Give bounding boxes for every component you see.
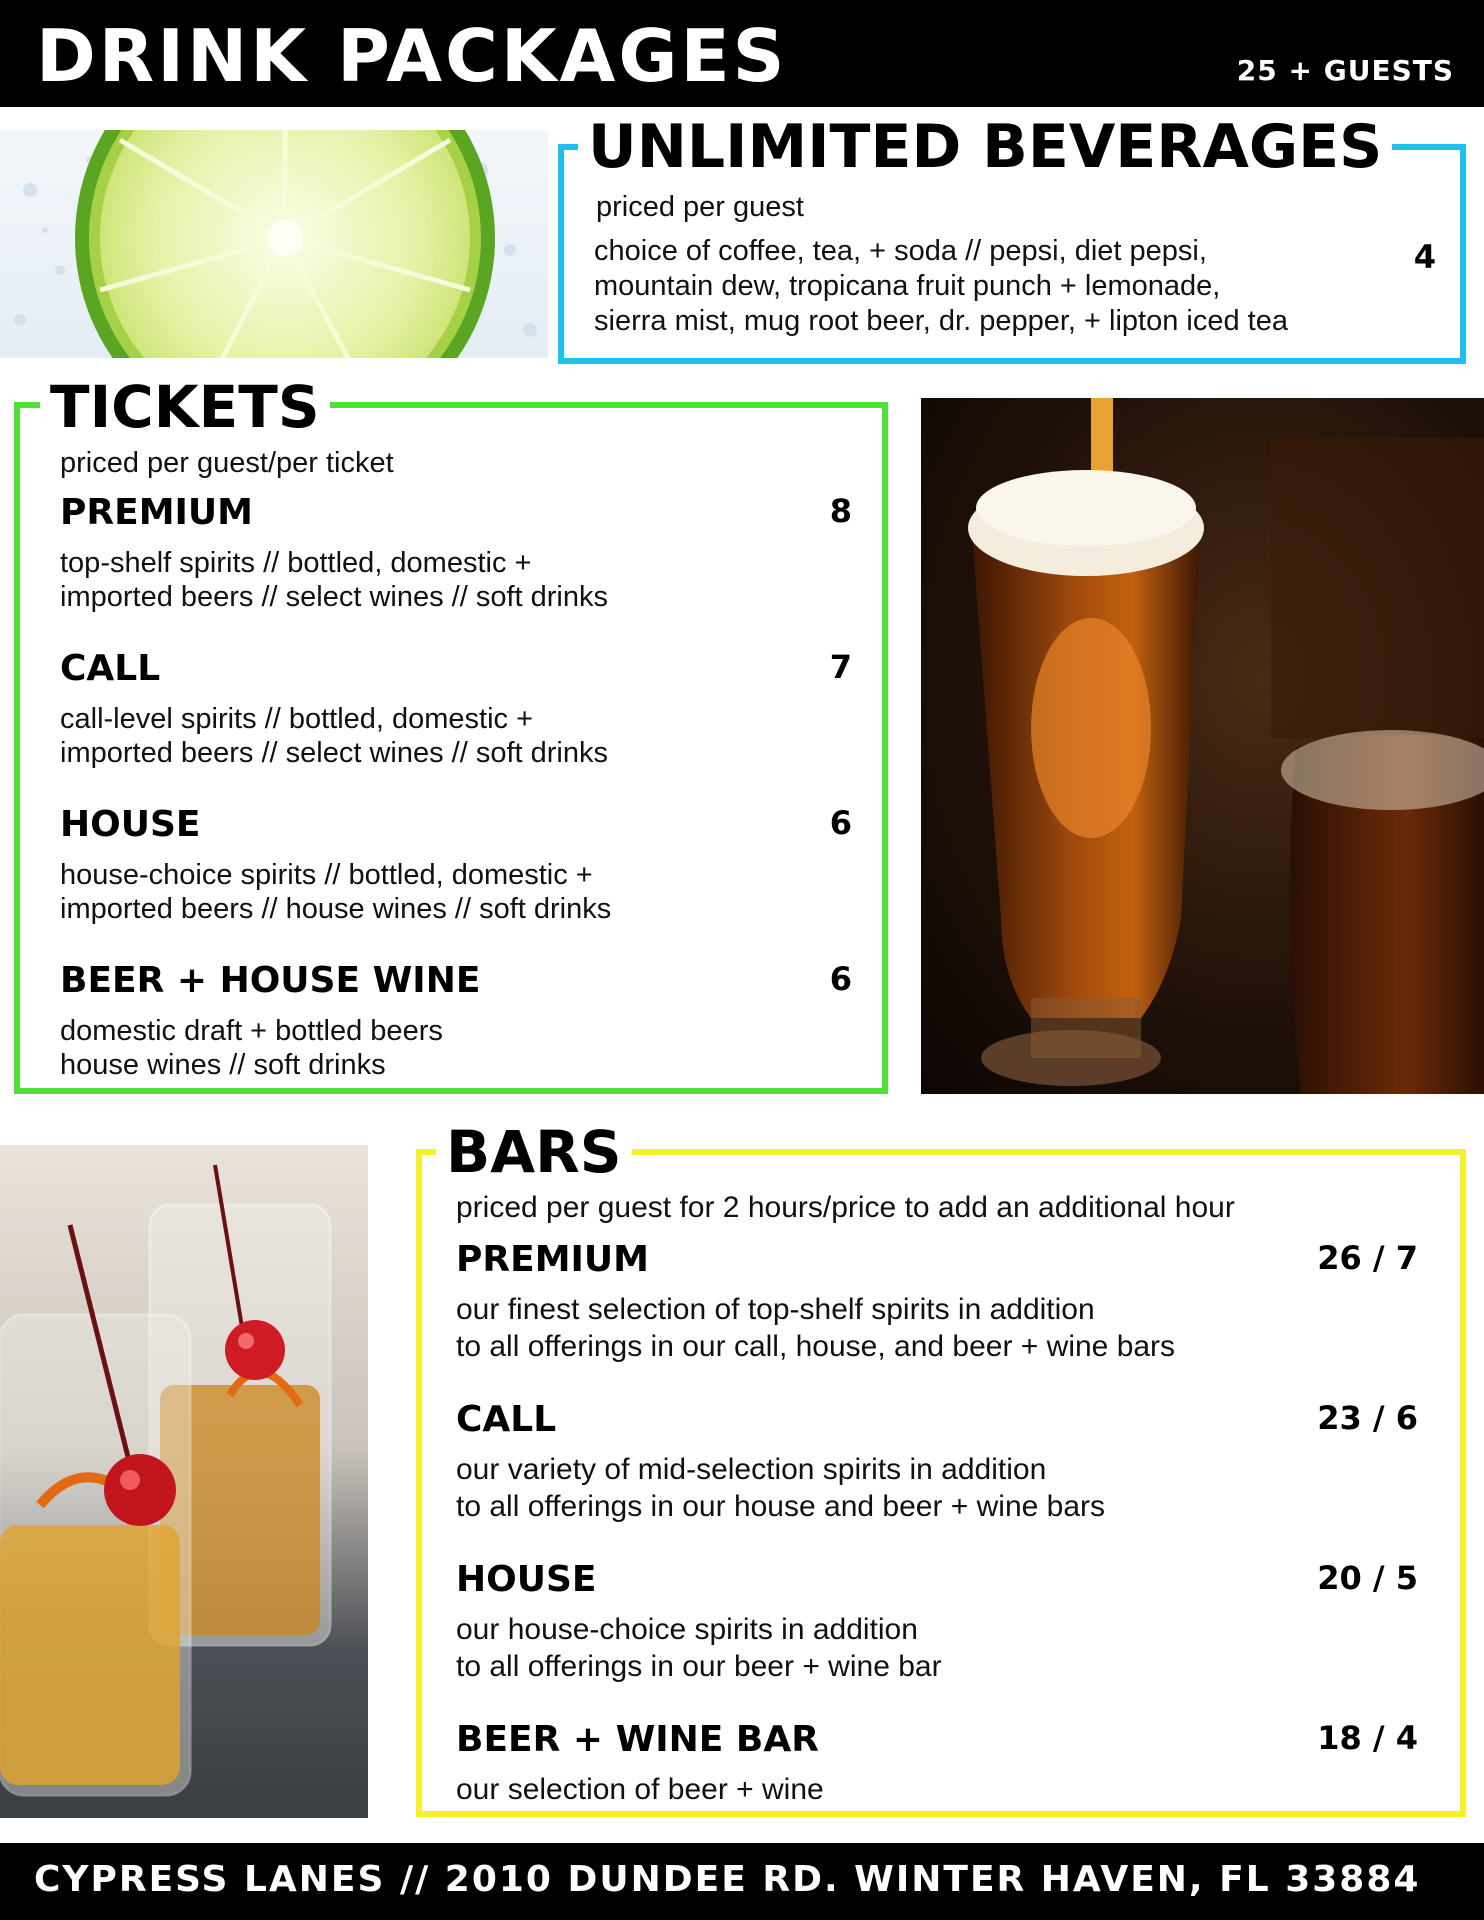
bars-title: BARS: [436, 1119, 632, 1185]
bar-house-line-1: our house-choice spirits in addition: [456, 1613, 918, 1646]
bars-subtitle: priced per guest for 2 hours/price to add an additional hour: [456, 1191, 1235, 1224]
ticket-house-price: 6: [829, 804, 852, 842]
beer-glass-image: [921, 398, 1484, 1094]
ticket-premium-name: PREMIUM: [60, 492, 253, 533]
bar-call-line-2: to all offerings in our house and beer + wine bars: [456, 1490, 1106, 1523]
unlimited-line-2: mountain dew, tropicana fruit punch + lemonade,: [594, 270, 1221, 302]
page-title: DRINK PACKAGES: [36, 14, 788, 98]
bar-premium-name: PREMIUM: [456, 1239, 649, 1280]
bars-box: [416, 1118, 1466, 1817]
bar-call-line-1: our variety of mid-selection spirits in addition: [456, 1453, 1047, 1486]
guest-count-label: 25 + GUESTS: [1236, 54, 1454, 87]
unlimited-price: 4: [1413, 238, 1436, 276]
bar-beer-wine-price: 18 / 4: [1317, 1719, 1418, 1757]
ticket-call-line-2: imported beers // select wines // soft drinks: [60, 737, 608, 769]
tickets-box: [14, 373, 888, 1094]
header-bar: [0, 0, 1484, 107]
bar-house-price: 20 / 5: [1317, 1559, 1418, 1597]
ticket-call-line-1: call-level spirits // bottled, domestic +: [60, 703, 534, 735]
cocktail-glasses-image: [0, 1145, 368, 1818]
bar-premium-line-1: our finest selection of top-shelf spirits in addition: [456, 1293, 1095, 1326]
bar-premium-price: 26 / 7: [1317, 1239, 1418, 1277]
bar-house-line-2: to all offerings in our beer + wine bar: [456, 1650, 942, 1683]
ticket-house-name: HOUSE: [60, 804, 201, 845]
ticket-premium-price: 8: [829, 492, 852, 530]
ticket-premium-line-1: top-shelf spirits // bottled, domestic +: [60, 547, 532, 579]
ticket-premium-line-2: imported beers // select wines // soft drinks: [60, 581, 608, 613]
bar-call-name: CALL: [456, 1399, 557, 1440]
tickets-subtitle: priced per guest/per ticket: [60, 447, 394, 479]
ticket-beer-wine-name: BEER + HOUSE WINE: [60, 960, 481, 1001]
bar-premium-line-2: to all offerings in our call, house, and beer + wine bars: [456, 1330, 1176, 1363]
unlimited-subtitle: priced per guest: [596, 191, 804, 223]
ticket-beer-wine-line-2: house wines // soft drinks: [60, 1049, 386, 1081]
unlimited-line-1: choice of coffee, tea, + soda // pepsi, diet pepsi,: [594, 235, 1207, 267]
unlimited-line-3: sierra mist, mug root beer, dr. pepper, + lipton iced tea: [594, 305, 1288, 337]
bar-beer-wine-name: BEER + WINE BAR: [456, 1719, 819, 1760]
footer-address: CYPRESS LANES // 2010 DUNDEE RD. WINTER HAVEN, FL 33884: [34, 1859, 1421, 1900]
ticket-house-line-2: imported beers // house wines // soft drinks: [60, 893, 612, 925]
ticket-house-line-1: house-choice spirits // bottled, domestic +: [60, 859, 593, 891]
tickets-title: TICKETS: [40, 374, 330, 440]
bar-house-name: HOUSE: [456, 1559, 597, 1600]
bar-call-price: 23 / 6: [1317, 1399, 1418, 1437]
unlimited-beverages-box: [558, 112, 1466, 364]
ticket-call-price: 7: [829, 648, 852, 686]
unlimited-beverages-title: UNLIMITED BEVERAGES: [578, 112, 1392, 182]
ticket-beer-wine-line-1: domestic draft + bottled beers: [60, 1015, 443, 1047]
ticket-beer-wine-price: 6: [829, 960, 852, 998]
bar-beer-wine-line-1: our selection of beer + wine: [456, 1773, 824, 1806]
ticket-call-name: CALL: [60, 648, 161, 689]
lime-slice-image: [0, 130, 548, 358]
footer-bar: [0, 1843, 1484, 1920]
